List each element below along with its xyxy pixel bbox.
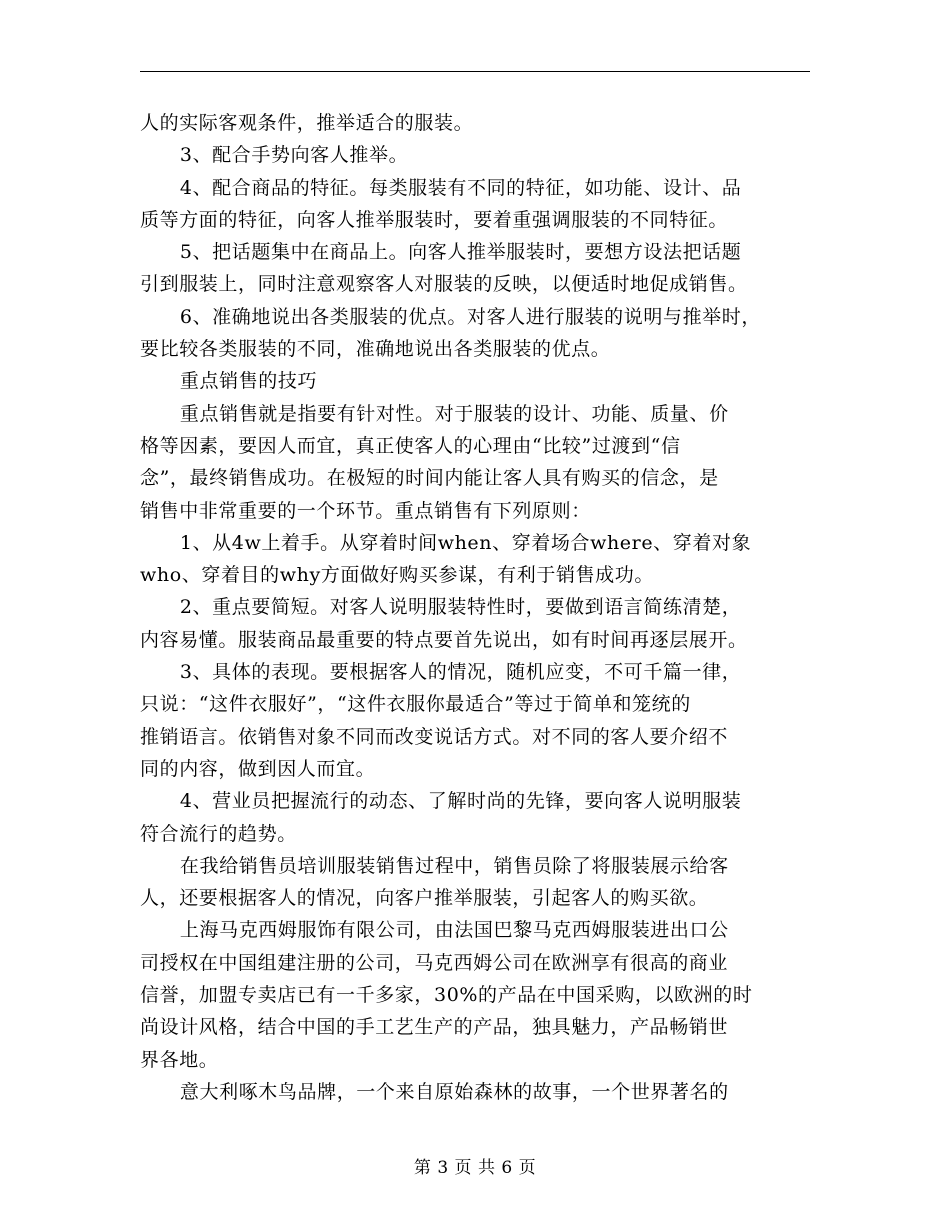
text-line: 信誉，加盟专卖店已有一千多家，30%的产品在中国采购，以欧洲的时	[140, 984, 753, 1007]
text-line: 意大利啄木鸟品牌，一个来自原始森林的故事，一个世界著名的	[179, 1080, 729, 1103]
document-body	[140, 107, 810, 1108]
text-line: 上海马克西姆服饰有限公司，由法国巴黎马克西姆服装进出口公	[179, 919, 729, 942]
text-line: 质等方面的特征，向客人推举服装时，要着重强调服装的不同特征。	[140, 208, 729, 231]
text-line: 重点销售就是指要有针对性。对于服装的设计、功能、质量、价	[179, 402, 729, 425]
text-line: 销售中非常重要的一个环节。重点销售有下列原则：	[140, 499, 591, 522]
text-line: 界各地。	[140, 1048, 219, 1071]
text-line: 内容易懂。服装商品最重要的特点要首先说出，如有时间再逐层展开。	[140, 628, 748, 651]
text-line: 尚设计风格，结合中国的手工艺生产的产品，独具魅力，产品畅销世	[140, 1016, 729, 1039]
text-line: 1、从4w上着手。从穿着时间when、穿着场合where、穿着对象	[179, 531, 752, 554]
text-line: 3、配合手势向客人推举。	[179, 144, 409, 167]
header-rule	[140, 71, 810, 72]
text-line: 3、具体的表现。要根据客人的情况，随机应变，不可千篇一律，	[179, 661, 742, 684]
text-line: who、穿着目的why方面做好购买参谋，有利于销售成功。	[140, 564, 654, 587]
text-line: 人，还要根据客人的情况，向客户推举服装，引起客人的购买欲。	[140, 887, 709, 910]
text-line: 人的实际客观条件，推举适合的服装。	[140, 112, 474, 134]
text-line: 4、营业员把握流行的动态、了解时尚的先锋，要向客人说明服装	[179, 790, 742, 813]
text-line: 要比较各类服装的不同，准确地说出各类服装的优点。	[140, 338, 611, 361]
text-line: 引到服装上，同时注意观察客人对服装的反映，以便适时地促成销售。	[140, 273, 748, 296]
text-line: 4、配合商品的特征。每类服装有不同的特征，如功能、设计、品	[179, 176, 742, 199]
text-line: 6、准确地说出各类服装的优点。对客人进行服装的说明与推举时，	[179, 305, 761, 328]
text-line: 司授权在中国组建注册的公司，马克西姆公司在欧洲享有很高的商业	[140, 951, 729, 974]
text-line: 念”，最终销售成功。在极短的时间内能让客人具有购买的信念，是	[140, 467, 719, 490]
text-line: 在我给销售员培训服装销售过程中，销售员除了将服装展示给客	[179, 854, 729, 877]
text-line: 2、重点要简短。对客人说明服装特性时，要做到语言简练清楚，	[179, 596, 742, 619]
text-line: 格等因素，要因人而宜，真正使客人的心理由“比较”过渡到“信	[140, 434, 681, 457]
text-line: 同的内容，做到因人而宜。	[140, 757, 376, 780]
text-line: 符合流行的趋势。	[140, 822, 297, 845]
text-line: 推销语言。依销售对象不同而改变说话方式。对不同的客人要介绍不	[140, 725, 729, 748]
text-line: 重点销售的技巧	[179, 370, 318, 393]
text-line: 5、把话题集中在商品上。向客人推举服装时，要想方设法把话题	[179, 241, 742, 264]
text-line: 只说：“这件衣服好”，“这件衣服你最适合”等过于简单和笼统的	[140, 693, 691, 716]
page-footer: 第 3 页 共 6 页	[413, 1158, 537, 1178]
